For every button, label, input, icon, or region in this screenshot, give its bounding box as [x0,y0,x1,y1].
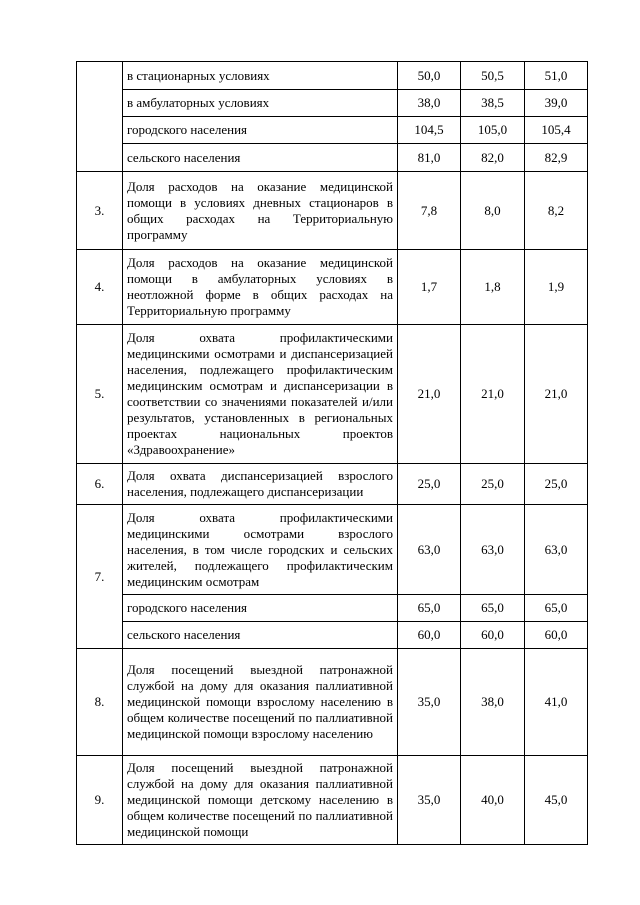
indicator-text-cell: сельского населения [123,622,398,649]
value-cell-year-3: 51,0 [525,62,588,90]
row-number-cell [77,62,123,172]
value-cell-year-2: 38,5 [461,90,525,117]
indicator-text-cell: Доля охвата профилактическими медицинскими осмотрами и диспансеризацией населения, подлежащего профилактическим медицинским осмотрам и диспансеризации в соответствии со значениями показателей и/или результатов, установленных в региональных проектах национальных проектов «Здравоохранение» [123,325,398,464]
value-cell-year-3: 105,4 [525,117,588,144]
row-number-cell: 8. [77,649,123,756]
table-row [77,325,588,464]
value-cell-year-3: 8,2 [525,172,588,250]
indicator-text-cell: Доля охвата диспансеризацией взрослого населения, подлежащего диспансеризации [123,464,398,505]
indicator-text-cell: Доля посещений выездной патронажной службой на дому для оказания паллиативной медицинской помощи взрослому населению в общем количестве посещений по паллиативной медицинской помощи взрослому населению [123,649,398,756]
value-cell-year-1: 81,0 [398,144,461,172]
value-cell-year-2: 1,8 [461,250,525,325]
indicator-text-cell: в стационарных условиях [123,62,398,90]
table-row [77,505,588,595]
table-row [77,595,588,622]
value-cell-year-1: 1,7 [398,250,461,325]
value-cell-year-1: 25,0 [398,464,461,505]
value-cell-year-2: 63,0 [461,505,525,595]
table-row [77,62,588,90]
value-cell-year-2: 40,0 [461,756,525,845]
value-cell-year-1: 7,8 [398,172,461,250]
value-cell-year-2: 65,0 [461,595,525,622]
row-number-cell: 3. [77,172,123,250]
value-cell-year-3: 39,0 [525,90,588,117]
indicator-text-cell: сельского населения [123,144,398,172]
value-cell-year-1: 21,0 [398,325,461,464]
table-row [77,464,588,505]
value-cell-year-3: 60,0 [525,622,588,649]
value-cell-year-2: 105,0 [461,117,525,144]
value-cell-year-3: 25,0 [525,464,588,505]
row-number-cell: 5. [77,325,123,464]
value-cell-year-1: 65,0 [398,595,461,622]
table-row [77,172,588,250]
table-row [77,250,588,325]
value-cell-year-1: 50,0 [398,62,461,90]
row-number-cell: 4. [77,250,123,325]
value-cell-year-2: 38,0 [461,649,525,756]
value-cell-year-3: 63,0 [525,505,588,595]
value-cell-year-1: 35,0 [398,756,461,845]
table-row [77,144,588,172]
value-cell-year-2: 21,0 [461,325,525,464]
table-row [77,756,588,845]
value-cell-year-3: 45,0 [525,756,588,845]
indicator-text-cell: в амбулаторных условиях [123,90,398,117]
table-row [77,649,588,756]
table-row [77,117,588,144]
value-cell-year-1: 60,0 [398,622,461,649]
value-cell-year-3: 1,9 [525,250,588,325]
table-row [77,622,588,649]
value-cell-year-2: 82,0 [461,144,525,172]
row-number-cell: 9. [77,756,123,845]
indicator-text-cell [123,756,398,845]
value-cell-year-1: 35,0 [398,649,461,756]
indicator-text-cell: городского населения [123,595,398,622]
indicators-table [76,61,588,845]
value-cell-year-3: 65,0 [525,595,588,622]
value-cell-year-1: 104,5 [398,117,461,144]
row-number-cell: 6. [77,464,123,505]
value-cell-year-3: 41,0 [525,649,588,756]
indicator-text-cell: Доля охвата профилактическими медицинскими осмотрами взрослого населения, в том числе городских и сельских жителей, подлежащего профилактическим медицинским осмотрам [123,505,398,595]
table-row [77,90,588,117]
value-cell-year-3: 82,9 [525,144,588,172]
value-cell-year-2: 25,0 [461,464,525,505]
value-cell-year-2: 60,0 [461,622,525,649]
indicator-text-cell: Доля расходов на оказание медицинской помощи в амбулаторных условиях в неотложной форме в общих расходах на Территориальную программу [123,250,398,325]
value-cell-year-2: 8,0 [461,172,525,250]
indicator-text-cell: городского населения [123,117,398,144]
row-number-cell: 7. [77,505,123,649]
value-cell-year-2: 50,5 [461,62,525,90]
indicator-text-clip: Доля посещений выездной патронажной службой на дому для оказания паллиативной медицинской помощи детскому населению в общем количестве посещений по паллиативной медицинской помощи [127,760,393,839]
indicator-text-cell: Доля расходов на оказание медицинской помощи в условиях дневных стационаров в общих расходах на Территориальную программу [123,172,398,250]
value-cell-year-3: 21,0 [525,325,588,464]
value-cell-year-1: 63,0 [398,505,461,595]
value-cell-year-1: 38,0 [398,90,461,117]
